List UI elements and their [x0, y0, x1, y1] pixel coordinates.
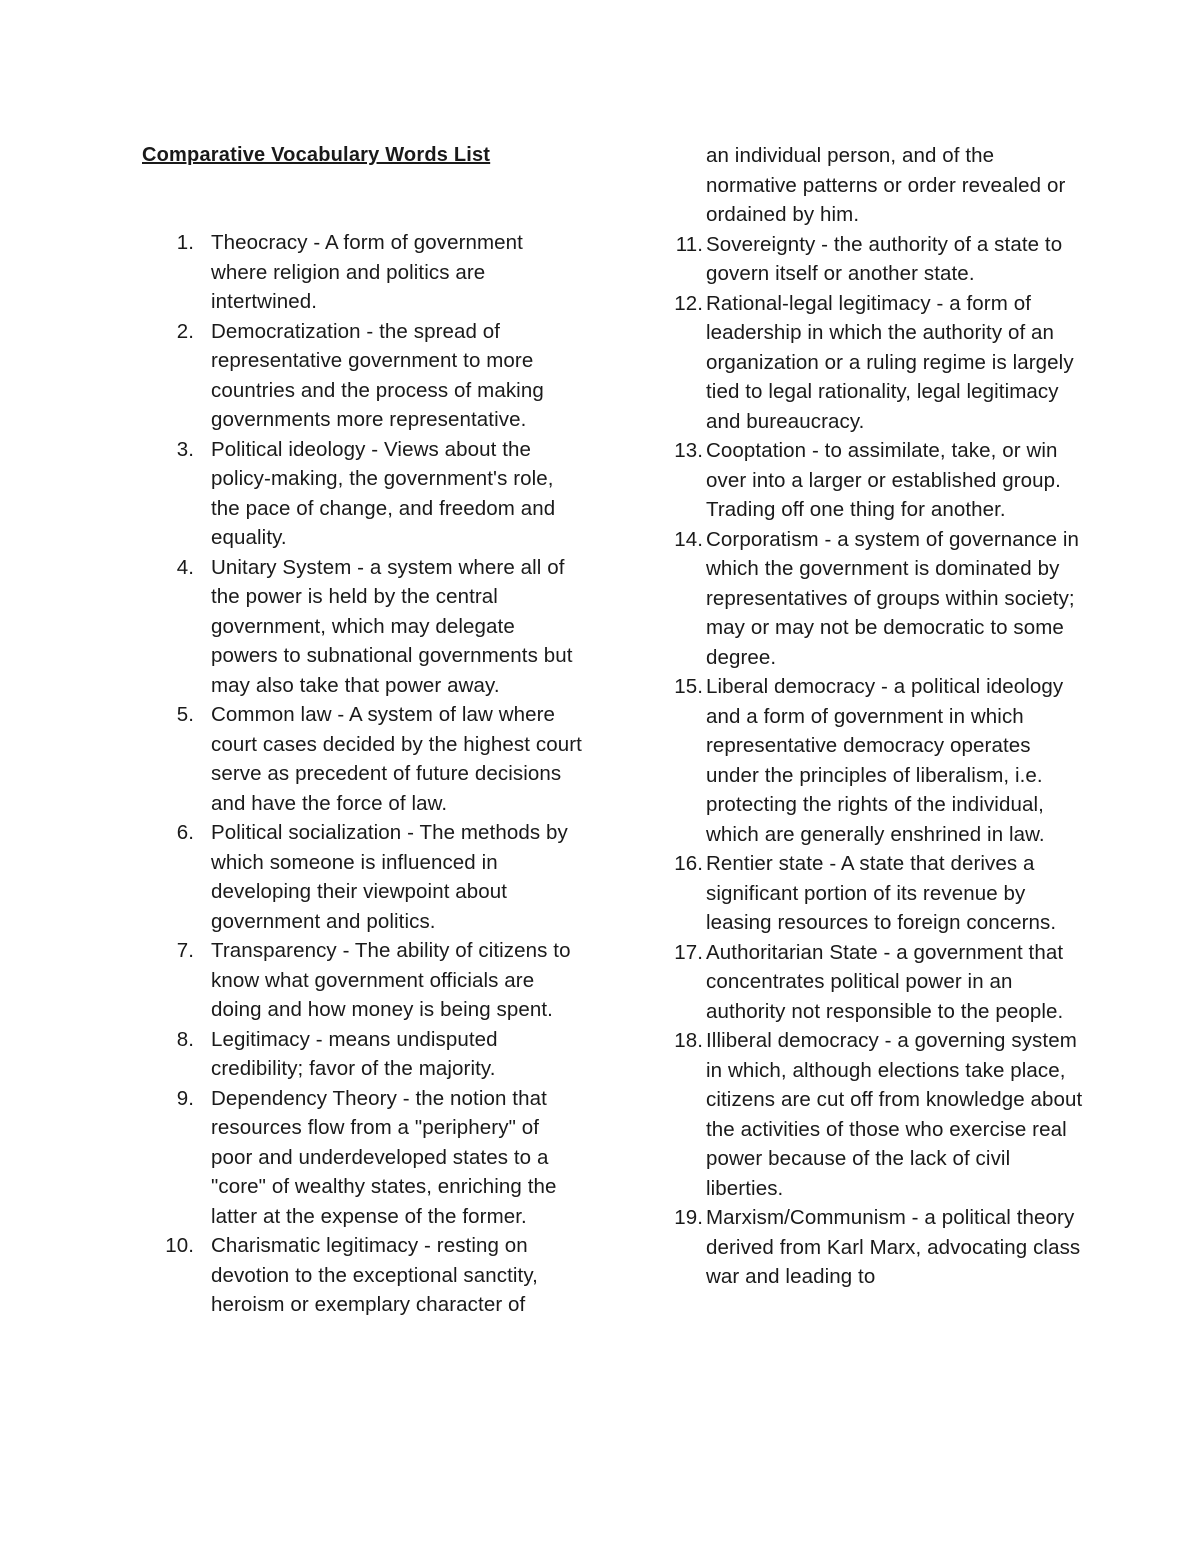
item-text: Rentier state - A state that derives a significant portion of its revenue by leasing resources to foreign concerns. [706, 852, 1057, 934]
list-item [665, 672, 1085, 849]
list-item [142, 553, 582, 701]
list-item [665, 938, 1085, 1027]
list-item [665, 289, 1085, 437]
item-text: Political ideology - Views about the policy-making, the government's role, the pace of change, and freedom and equality. [211, 437, 556, 549]
item-number: 1. [176, 231, 194, 254]
left-column [142, 228, 582, 1320]
item-number: 17. [674, 940, 703, 964]
item-text: Legitimacy - means undisputed credibility; favor of the majority. [211, 1027, 498, 1080]
list-item [142, 1025, 582, 1084]
list-item [142, 700, 582, 818]
item-text: Democratization - the spread of representative government to more countries and the process of making governments more representative. [211, 319, 544, 431]
item-number: 14. [674, 527, 703, 551]
list-item [665, 230, 1085, 289]
item-text: Sovereignty - the authority of a state to govern itself or another state. [706, 232, 1063, 285]
item-number: 11. [675, 232, 703, 256]
item-text: Cooptation - to assimilate, take, or win over into a larger or established group. Trading off one thing for another. [706, 439, 1061, 521]
item-text: Liberal democracy - a political ideology and a form of government in which representative democracy operates under the principles of liberalism, i.e. protecting the rights of the individual, which are generally enshrined in law. [706, 675, 1064, 846]
item-number: 15. [674, 675, 703, 698]
list-item [142, 228, 582, 317]
item-text: Political socialization - The methods by which someone is influenced in developing their viewpoint about government and politics. [211, 821, 568, 933]
item-text: Charismatic legitimacy - resting on devotion to the exceptional sanctity, heroism or exemplary character of [211, 1234, 538, 1316]
list-item [142, 818, 582, 936]
item-number: 16. [674, 852, 703, 875]
item-text: Illiberal democracy - a governing system in which, although elections take place, citizens are cut off from knowledge about the activities of those who exercise real power because of the lack of civil liberties. [706, 1029, 1083, 1200]
item-text: Transparency - The ability of citizens to know what government officials are doing and how money is being spent. [211, 939, 571, 1021]
item-number: 5. [176, 703, 194, 726]
list-item-continuation: an individual person, and of the normative patterns or order revealed or ordained by him. [706, 144, 1066, 226]
item-number: 9. [176, 1086, 194, 1110]
item-number: 18. [674, 1029, 703, 1052]
list-item [142, 435, 582, 553]
item-text: Corporatism - a system of governance in which the government is dominated by representatives of groups within society; may or may not be democratic to some degree. [706, 527, 1080, 669]
item-text: Dependency Theory - the notion that resources flow from a "periphery" of poor and underdeveloped states to a "core" of wealthy states, enriching the latter at the expense of the former. [211, 1086, 557, 1228]
item-number: 6. [176, 821, 194, 844]
right-column [665, 141, 1085, 1292]
item-text: Rational-legal legitimacy - a form of leadership in which the authority of an organization or a ruling regime is largely tied to legal rationality, legal legitimacy and bureaucracy. [706, 291, 1074, 433]
item-number: 2. [176, 319, 194, 343]
list-item [665, 849, 1085, 938]
item-number: 4. [176, 555, 194, 579]
item-number: 10. [165, 1234, 194, 1257]
list-item [142, 1231, 582, 1320]
list-item [142, 1084, 582, 1232]
item-text: Marxism/Communism - a political theory derived from Karl Marx, advocating class war and leading to [706, 1206, 1081, 1288]
item-text: Authoritarian State - a government that concentrates political power in an authority not responsible to the people. [706, 940, 1064, 1023]
list-item [665, 1203, 1085, 1292]
item-text: Unitary System - a system where all of the power is held by the central government, which may delegate powers to subnational governments but may also take that power away. [211, 555, 573, 697]
item-number: 3. [176, 437, 194, 461]
list-item [665, 1026, 1085, 1203]
item-text: Theocracy - A form of government where religion and politics are intertwined. [211, 231, 523, 313]
list-item [665, 525, 1085, 673]
list-item [665, 436, 1085, 525]
item-number: 19. [674, 1206, 703, 1229]
list-item [142, 317, 582, 435]
page-title: Comparative Vocabulary Words List [142, 144, 491, 166]
list-item [142, 936, 582, 1025]
item-number: 8. [176, 1027, 194, 1051]
item-text: Common law - A system of law where court cases decided by the highest court serve as precedent of future decisions and have the force of law. [211, 703, 582, 815]
item-number: 12. [674, 291, 703, 315]
item-number: 7. [176, 939, 194, 962]
item-number: 13. [674, 439, 703, 462]
